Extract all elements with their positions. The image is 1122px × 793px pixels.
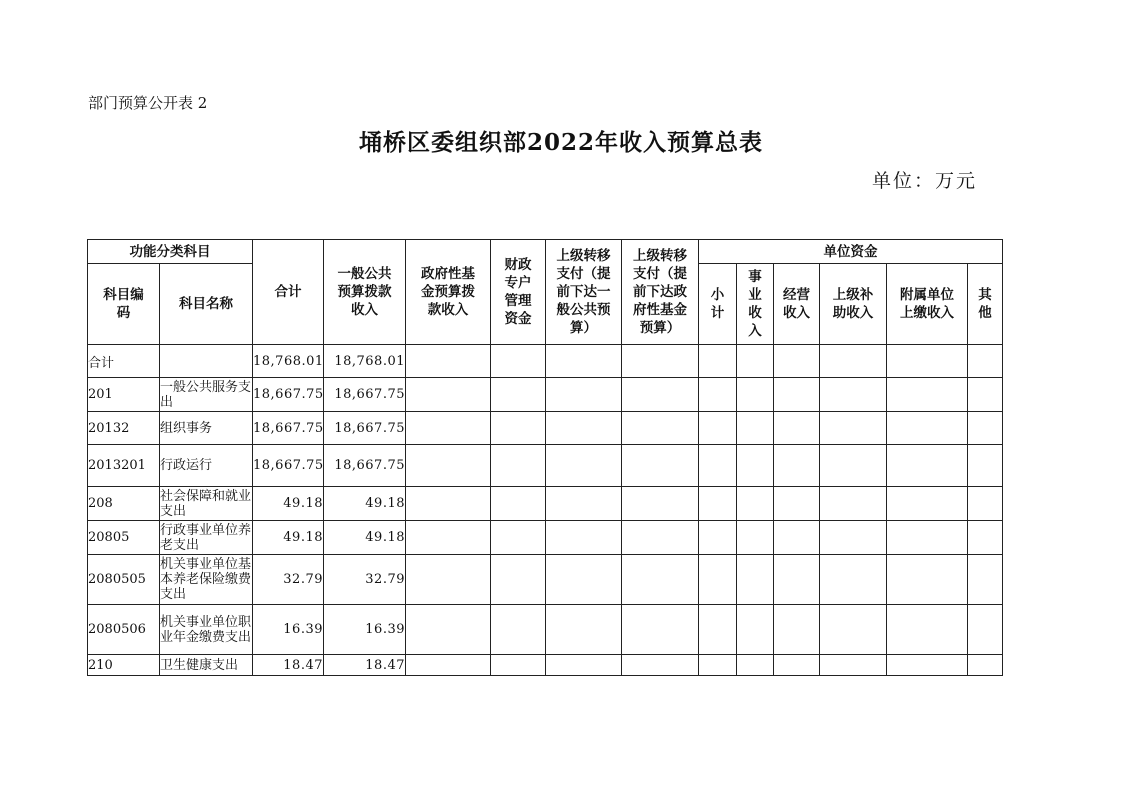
- subject-code: 2080506: [88, 605, 160, 655]
- subject-name: 机关事业单位基本养老保险缴费支出: [160, 555, 253, 605]
- affiliated-income-header: 附属单位上缴收入: [887, 264, 968, 345]
- subject-code: 20805: [88, 521, 160, 555]
- budget-table: [87, 239, 1003, 676]
- general-budget-header: 一般公共预算拨款收入: [324, 240, 406, 345]
- general-budget-value: 32.79: [324, 555, 406, 605]
- unit-label: 单位：万元: [872, 170, 978, 192]
- total-header: 合计: [253, 240, 324, 345]
- subject-name: 行政事业单位养老支出: [160, 522, 252, 553]
- total-value: 18,667.75: [253, 445, 324, 487]
- subject-name-header: 科目名称: [160, 264, 253, 345]
- general-budget-value: 18,667.75: [324, 412, 406, 445]
- table-row: [88, 378, 1003, 412]
- total-value: 16.39: [253, 605, 324, 655]
- subject-name: 一般公共服务支出: [160, 379, 252, 410]
- page-title: 埇桥区委组织部2022年收入预算总表: [358, 129, 763, 156]
- subject-name: 卫生健康支出: [160, 655, 253, 676]
- total-value: 49.18: [253, 521, 324, 555]
- table-row: [88, 412, 1003, 445]
- general-budget-value: 49.18: [324, 487, 406, 521]
- general-budget-value: 49.18: [324, 521, 406, 555]
- subject-code: 2080505: [88, 555, 160, 605]
- subject-name: [160, 345, 253, 378]
- subject-code: 20132: [88, 412, 160, 445]
- subject-name: 机关事业单位职业年金缴费支出: [160, 605, 253, 655]
- business-income-header: 事业收入: [737, 264, 774, 345]
- total-value: 18,667.75: [253, 378, 324, 412]
- unit-funds-header: 单位资金: [699, 240, 1003, 264]
- total-value: 18,768.01: [253, 345, 324, 378]
- subject-code-header: 科目编码: [88, 264, 160, 345]
- table-row: [88, 345, 1003, 378]
- subject-name: 社会保障和就业支出: [160, 488, 252, 519]
- table-row: [88, 655, 1003, 676]
- table-row: [88, 487, 1003, 521]
- general-budget-value: 18.47: [324, 655, 406, 676]
- general-budget-value: 18,768.01: [324, 345, 406, 378]
- superior-subsidy-header: 上级补助收入: [820, 264, 887, 345]
- table-row: [88, 445, 1003, 487]
- fiscal-special-header: 财政专户管理资金: [491, 240, 546, 345]
- other-header: 其他: [968, 264, 1003, 345]
- transfer-general-header: 上级转移支付（提前下达一般公共预算）: [546, 240, 622, 345]
- subject-name: 组织事务: [160, 412, 253, 445]
- table-number-label: 部门预算公开表 2: [88, 94, 208, 112]
- table-row: [88, 521, 1003, 555]
- operating-income-header: 经营收入: [774, 264, 820, 345]
- table-row: [88, 555, 1003, 605]
- general-budget-value: 18,667.75: [324, 445, 406, 487]
- general-budget-value: 16.39: [324, 605, 406, 655]
- subject-code: 201: [88, 378, 160, 412]
- gov-fund-header: 政府性基金预算拨款收入: [406, 240, 491, 345]
- general-budget-value: 18,667.75: [324, 378, 406, 412]
- subtotal-header: 小计: [699, 264, 737, 345]
- total-value: 18.47: [253, 655, 324, 676]
- subject-code: 2013201: [88, 445, 160, 487]
- subject-code: 208: [88, 487, 160, 521]
- transfer-fund-header: 上级转移支付（提前下达政府性基金预算）: [622, 240, 699, 345]
- table-row: [88, 605, 1003, 655]
- subject-code: 210: [88, 655, 160, 676]
- total-value: 18,667.75: [253, 412, 324, 445]
- subject-code: 合计: [88, 345, 160, 378]
- total-value: 32.79: [253, 555, 324, 605]
- func-class-header: 功能分类科目: [88, 240, 253, 264]
- subject-name: 行政运行: [160, 445, 253, 487]
- total-value: 49.18: [253, 487, 324, 521]
